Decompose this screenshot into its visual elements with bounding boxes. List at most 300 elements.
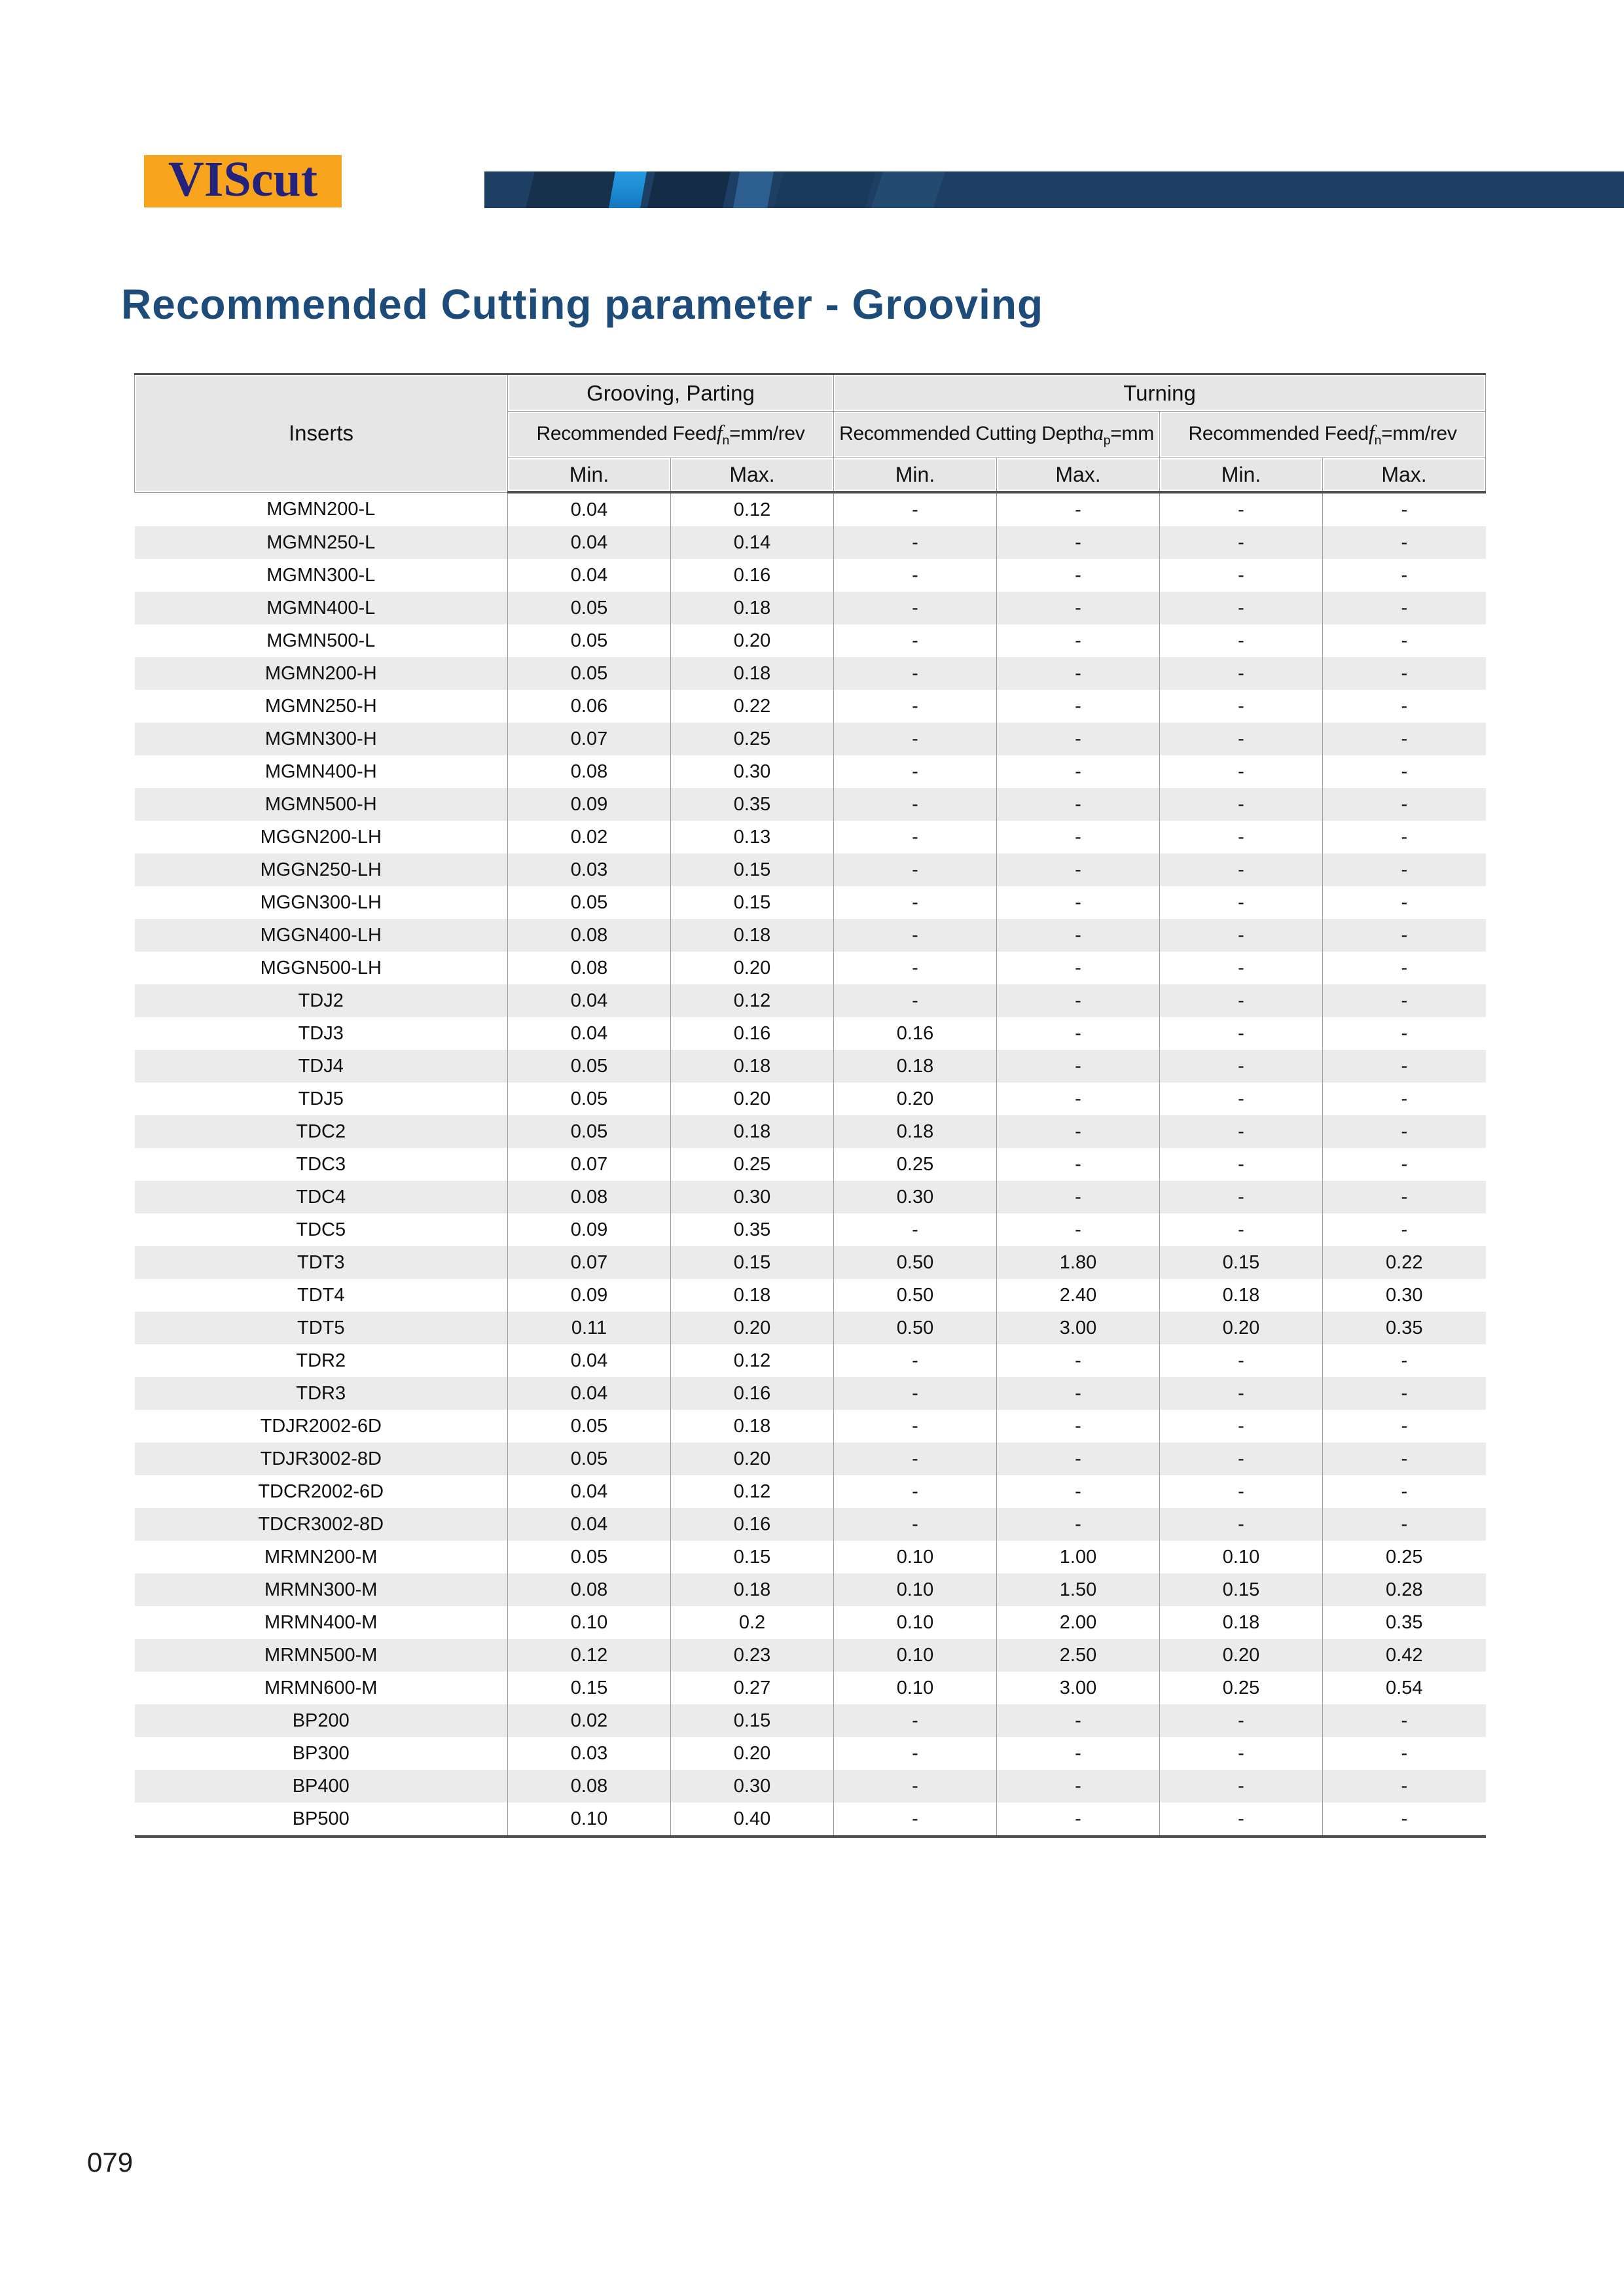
insert-name-cell: TDJ5 [298, 1088, 344, 1109]
value-cell: - [1160, 559, 1323, 592]
insert-name-cell: TDC2 [296, 1121, 346, 1142]
value-cell: - [1160, 1770, 1323, 1803]
value-cell: 0.07 [508, 723, 671, 755]
value-cell: - [1160, 1115, 1323, 1148]
value-cell: - [834, 821, 997, 853]
min-header-cell: Min. [508, 458, 671, 493]
value-cell: - [1323, 624, 1486, 657]
value-cell: 2.00 [997, 1606, 1160, 1639]
value-cell: 0.42 [1323, 1639, 1486, 1672]
table-row [135, 1606, 1486, 1639]
value-cell: - [997, 853, 1160, 886]
table-row [135, 1803, 1486, 1837]
value-cell: - [1323, 492, 1486, 526]
value-cell: 0.18 [671, 657, 834, 690]
value-cell: - [834, 1344, 997, 1377]
value-cell: - [1323, 1410, 1486, 1443]
table-row [135, 1017, 1486, 1050]
table-row [135, 1541, 1486, 1573]
insert-name-cell: MGMN300-L [266, 564, 376, 586]
value-cell: 0.50 [834, 1279, 997, 1312]
inserts-header-cell: Inserts [135, 374, 508, 493]
insert-name-cell: MGMN300-H [264, 728, 377, 749]
table-row [135, 1704, 1486, 1737]
table-row [135, 755, 1486, 788]
insert-name-cell: TDJR3002-8D [260, 1448, 382, 1469]
value-cell: - [997, 492, 1160, 526]
value-cell: - [834, 755, 997, 788]
table-row [135, 723, 1486, 755]
value-cell: - [834, 690, 997, 723]
value-cell: 0.04 [508, 492, 671, 526]
value-cell: 0.25 [1323, 1541, 1486, 1573]
value-cell: 0.10 [1160, 1541, 1323, 1573]
value-cell: 0.11 [508, 1312, 671, 1344]
value-cell: - [834, 624, 997, 657]
header-bar [484, 171, 1624, 208]
value-cell: - [1323, 853, 1486, 886]
insert-name-cell: MRMN300-M [264, 1579, 378, 1600]
depth-symbol: a [1092, 421, 1104, 445]
value-cell: - [834, 526, 997, 559]
value-cell: 0.05 [508, 592, 671, 624]
table-row [135, 559, 1486, 592]
value-cell: - [1323, 1181, 1486, 1213]
insert-name-cell: TDC3 [296, 1153, 346, 1175]
value-cell: 0.2 [671, 1606, 834, 1639]
value-cell: 0.08 [508, 919, 671, 952]
value-cell: - [1160, 1083, 1323, 1115]
value-cell: 0.16 [671, 559, 834, 592]
table-row [135, 1312, 1486, 1344]
insert-name-cell: MRMN400-M [264, 1611, 378, 1633]
value-cell: - [1160, 886, 1323, 919]
insert-name-cell: TDJ4 [298, 1055, 344, 1077]
value-cell: - [997, 886, 1160, 919]
insert-name-cell: MRMN200-M [264, 1546, 378, 1568]
table-row [135, 492, 1486, 526]
value-cell: - [1323, 984, 1486, 1017]
value-cell: 0.04 [508, 559, 671, 592]
value-cell: - [1323, 1737, 1486, 1770]
value-cell: 1.00 [997, 1541, 1160, 1573]
value-cell: - [834, 984, 997, 1017]
insert-name-cell: TDJ3 [298, 1022, 344, 1044]
table-row [135, 984, 1486, 1017]
value-cell: - [1323, 559, 1486, 592]
value-cell: - [997, 919, 1160, 952]
value-cell: - [1160, 1443, 1323, 1475]
value-cell: - [834, 788, 997, 821]
value-cell: - [1160, 526, 1323, 559]
value-cell: 3.00 [997, 1312, 1160, 1344]
value-cell: - [997, 690, 1160, 723]
subheader-label: Recommended Feed [1188, 422, 1369, 444]
insert-name-cell: MGGN500-LH [260, 957, 382, 978]
value-cell: 0.10 [834, 1672, 997, 1704]
value-cell: 0.12 [671, 984, 834, 1017]
value-cell: 0.18 [671, 919, 834, 952]
insert-name-cell: MGMN400-L [266, 597, 376, 619]
value-cell: 0.04 [508, 1377, 671, 1410]
insert-name-cell: MGGN200-LH [260, 826, 382, 848]
insert-name-cell: MGMN200-H [264, 662, 377, 684]
value-cell: 0.18 [671, 1115, 834, 1148]
value-cell: 0.22 [671, 690, 834, 723]
value-cell: - [1323, 886, 1486, 919]
max-header-cell: Max. [997, 458, 1160, 493]
value-cell: - [997, 1508, 1160, 1541]
value-cell: - [997, 1410, 1160, 1443]
value-cell: - [1323, 690, 1486, 723]
value-cell: 0.16 [671, 1508, 834, 1541]
value-cell: - [997, 559, 1160, 592]
value-cell: - [997, 952, 1160, 984]
value-cell: 0.15 [671, 1541, 834, 1573]
value-cell: - [834, 492, 997, 526]
value-cell: - [1323, 1443, 1486, 1475]
value-cell: 0.18 [834, 1115, 997, 1148]
value-cell: - [997, 1181, 1160, 1213]
insert-name-cell: TDR2 [296, 1350, 346, 1371]
value-cell: 0.35 [1323, 1312, 1486, 1344]
value-cell: - [834, 952, 997, 984]
value-cell: - [1160, 1475, 1323, 1508]
value-cell: - [1160, 984, 1323, 1017]
value-cell: 0.30 [1323, 1279, 1486, 1312]
value-cell: 0.13 [671, 821, 834, 853]
value-cell: 0.20 [671, 1737, 834, 1770]
value-cell: - [1160, 1508, 1323, 1541]
value-cell: - [1323, 919, 1486, 952]
value-cell: - [834, 1737, 997, 1770]
value-cell: 0.18 [671, 1050, 834, 1083]
subheader-unit: =mm [1110, 422, 1154, 444]
value-cell: - [834, 1803, 997, 1837]
table-row [135, 1737, 1486, 1770]
value-cell: 0.35 [1323, 1606, 1486, 1639]
value-cell: - [1323, 1704, 1486, 1737]
value-cell: 0.03 [508, 1737, 671, 1770]
value-cell: 0.35 [671, 788, 834, 821]
value-cell: 0.07 [508, 1246, 671, 1279]
value-cell: 0.08 [508, 755, 671, 788]
insert-name-cell: MGMN200-L [266, 498, 376, 520]
value-cell: - [1160, 492, 1323, 526]
value-cell: 0.22 [1323, 1246, 1486, 1279]
value-cell: - [997, 1344, 1160, 1377]
value-cell: - [1323, 1083, 1486, 1115]
value-cell: 0.20 [1160, 1639, 1323, 1672]
value-cell: 0.04 [508, 984, 671, 1017]
table-row [135, 821, 1486, 853]
value-cell: 0.25 [671, 1148, 834, 1181]
banner-swoosh-icon [524, 171, 623, 208]
value-cell: 0.05 [508, 1443, 671, 1475]
subscript: p [1103, 433, 1111, 448]
value-cell: - [1160, 690, 1323, 723]
value-cell: 0.35 [671, 1213, 834, 1246]
value-cell: - [1160, 657, 1323, 690]
table-row [135, 919, 1486, 952]
value-cell: - [834, 853, 997, 886]
value-cell: - [997, 723, 1160, 755]
value-cell: - [1160, 1050, 1323, 1083]
value-cell: - [1160, 788, 1323, 821]
insert-name-cell: TDT5 [297, 1317, 345, 1338]
value-cell: 0.05 [508, 886, 671, 919]
value-cell: - [997, 1770, 1160, 1803]
value-cell: - [1323, 1508, 1486, 1541]
value-cell: - [1323, 526, 1486, 559]
value-cell: 0.16 [834, 1017, 997, 1050]
value-cell: 0.25 [834, 1148, 997, 1181]
insert-name-cell: MRMN500-M [264, 1644, 378, 1666]
value-cell: - [997, 1803, 1160, 1837]
value-cell: 0.09 [508, 1213, 671, 1246]
value-cell: 0.05 [508, 1050, 671, 1083]
insert-name-cell: TDJR2002-6D [260, 1415, 382, 1437]
value-cell: 0.30 [671, 755, 834, 788]
value-cell: - [1323, 1213, 1486, 1246]
table-row [135, 886, 1486, 919]
value-cell: 0.16 [671, 1377, 834, 1410]
table-row [135, 1344, 1486, 1377]
value-cell: - [1160, 1148, 1323, 1181]
value-cell: - [1323, 1770, 1486, 1803]
brand-logo [144, 152, 342, 207]
value-cell: 0.02 [508, 1704, 671, 1737]
value-cell: 0.27 [671, 1672, 834, 1704]
table-row [135, 1672, 1486, 1704]
insert-name-cell: TDR3 [296, 1382, 346, 1404]
table-row [135, 1639, 1486, 1672]
page-number: 079 [87, 2147, 134, 2178]
value-cell: 0.20 [1160, 1312, 1323, 1344]
banner-mid-stripe-icon [732, 171, 776, 208]
insert-name-cell: MGMN400-H [264, 761, 377, 782]
value-cell: 0.09 [508, 788, 671, 821]
value-cell: - [1160, 853, 1323, 886]
table-row [135, 1050, 1486, 1083]
value-cell: - [1160, 723, 1323, 755]
value-cell: - [834, 559, 997, 592]
value-cell: - [834, 1443, 997, 1475]
value-cell: 0.10 [834, 1541, 997, 1573]
value-cell: 3.00 [997, 1672, 1160, 1704]
group-header-turning: Turning [834, 374, 1486, 412]
subheader-feed-turning [1160, 412, 1486, 458]
value-cell: - [1160, 1344, 1323, 1377]
value-cell: - [834, 1410, 997, 1443]
value-cell: 0.02 [508, 821, 671, 853]
insert-name-cell: MGGN300-LH [260, 891, 382, 913]
value-cell: - [1323, 755, 1486, 788]
value-cell: 0.12 [671, 1475, 834, 1508]
insert-name-cell: BP300 [292, 1742, 350, 1764]
value-cell: - [997, 821, 1160, 853]
header-group-row [135, 374, 1486, 412]
table-row [135, 1083, 1486, 1115]
value-cell: - [997, 1115, 1160, 1148]
value-cell: - [834, 592, 997, 624]
value-cell: 0.18 [671, 1573, 834, 1606]
table-row [135, 690, 1486, 723]
table-row [135, 952, 1486, 984]
value-cell: 0.08 [508, 1181, 671, 1213]
value-cell: 0.50 [834, 1312, 997, 1344]
banner-swoosh-icon [645, 171, 732, 208]
table-row [135, 592, 1486, 624]
value-cell: 0.18 [671, 1410, 834, 1443]
insert-name-cell: TDT3 [297, 1251, 345, 1273]
value-cell: 0.03 [508, 853, 671, 886]
table-row [135, 657, 1486, 690]
subheader-unit: =mm/rev [1381, 422, 1457, 444]
table-row [135, 1213, 1486, 1246]
value-cell: 0.18 [1160, 1606, 1323, 1639]
value-cell: - [834, 1704, 997, 1737]
value-cell: - [997, 1737, 1160, 1770]
value-cell: 0.10 [834, 1606, 997, 1639]
value-cell: 0.20 [671, 624, 834, 657]
table-row [135, 1475, 1486, 1508]
insert-name-cell: MGMN250-L [266, 531, 376, 553]
value-cell: 0.10 [508, 1606, 671, 1639]
value-cell: 0.20 [671, 1312, 834, 1344]
value-cell: 0.09 [508, 1279, 671, 1312]
value-cell: 0.05 [508, 1115, 671, 1148]
value-cell: - [1323, 952, 1486, 984]
value-cell: - [1160, 755, 1323, 788]
value-cell: 0.10 [508, 1803, 671, 1837]
value-cell: 0.20 [671, 952, 834, 984]
insert-name-cell: MGGN400-LH [260, 924, 382, 946]
value-cell: 0.15 [1160, 1573, 1323, 1606]
value-cell: 0.40 [671, 1803, 834, 1837]
table-row [135, 1410, 1486, 1443]
value-cell: 2.50 [997, 1639, 1160, 1672]
table-row [135, 1181, 1486, 1213]
value-cell: - [997, 984, 1160, 1017]
value-cell: - [1323, 592, 1486, 624]
value-cell: - [834, 919, 997, 952]
value-cell: - [997, 1213, 1160, 1246]
value-cell: - [834, 1770, 997, 1803]
value-cell: 0.05 [508, 624, 671, 657]
insert-name-cell: TDC4 [296, 1186, 346, 1208]
value-cell: - [1160, 1213, 1323, 1246]
value-cell: - [834, 657, 997, 690]
value-cell: 0.20 [834, 1083, 997, 1115]
page-title: Recommended Cutting parameter - Grooving [121, 281, 1044, 328]
insert-name-cell: TDJ2 [298, 990, 344, 1011]
value-cell: 0.28 [1323, 1573, 1486, 1606]
value-cell: - [1323, 788, 1486, 821]
value-cell: - [834, 886, 997, 919]
value-cell: - [997, 592, 1160, 624]
value-cell: 0.04 [508, 1344, 671, 1377]
value-cell: 0.50 [834, 1246, 997, 1279]
table-row [135, 1115, 1486, 1148]
value-cell: 0.14 [671, 526, 834, 559]
table-body [135, 492, 1486, 1837]
value-cell: 0.15 [671, 853, 834, 886]
value-cell: 0.15 [671, 1246, 834, 1279]
banner-swoosh-icon [868, 171, 948, 208]
value-cell: 0.05 [508, 657, 671, 690]
value-cell: - [1160, 821, 1323, 853]
value-cell: - [997, 1704, 1160, 1737]
value-cell: 0.20 [671, 1443, 834, 1475]
value-cell: - [1323, 1050, 1486, 1083]
value-cell: - [1160, 952, 1323, 984]
value-cell: 0.18 [671, 592, 834, 624]
value-cell: 0.15 [671, 886, 834, 919]
banner-swoosh-icon [771, 171, 878, 208]
table-row [135, 1508, 1486, 1541]
value-cell: 2.40 [997, 1279, 1160, 1312]
value-cell: 0.30 [834, 1181, 997, 1213]
value-cell: - [1323, 1344, 1486, 1377]
value-cell: - [1160, 1017, 1323, 1050]
table-row [135, 1443, 1486, 1475]
value-cell: 0.05 [508, 1083, 671, 1115]
value-cell: 0.18 [834, 1050, 997, 1083]
value-cell: 0.05 [508, 1410, 671, 1443]
table-row [135, 1148, 1486, 1181]
table-row [135, 1770, 1486, 1803]
value-cell: - [1160, 1803, 1323, 1837]
value-cell: - [1160, 1737, 1323, 1770]
table-row [135, 1573, 1486, 1606]
insert-name-cell: MGMN250-H [264, 695, 377, 717]
insert-name-cell: TDCR2002-6D [258, 1480, 384, 1502]
value-cell: 0.20 [671, 1083, 834, 1115]
group-header-grooving-parting: Grooving, Parting [508, 374, 834, 412]
subheader-unit: =mm/rev [729, 422, 805, 444]
value-cell: - [1323, 821, 1486, 853]
value-cell: - [1323, 1803, 1486, 1837]
value-cell: 0.08 [508, 1573, 671, 1606]
insert-name-cell: BP500 [292, 1808, 350, 1829]
value-cell: 0.18 [671, 1279, 834, 1312]
value-cell: 0.07 [508, 1148, 671, 1181]
insert-name-cell: MRMN600-M [264, 1677, 378, 1698]
brand-logo-text: VIScut [168, 152, 318, 207]
value-cell: 0.12 [671, 492, 834, 526]
value-cell: - [997, 1377, 1160, 1410]
value-cell: - [1160, 1704, 1323, 1737]
value-cell: 0.04 [508, 526, 671, 559]
cutting-parameters-table [134, 373, 1486, 1838]
value-cell: 0.12 [671, 1344, 834, 1377]
max-header-cell: Max. [671, 458, 834, 493]
value-cell: 0.05 [508, 1541, 671, 1573]
insert-name-cell: BP200 [292, 1710, 350, 1731]
value-cell: - [1323, 1115, 1486, 1148]
value-cell: - [1160, 1181, 1323, 1213]
subheader-label: Recommended Feed [536, 422, 717, 444]
table-row [135, 1246, 1486, 1279]
value-cell: 0.12 [508, 1639, 671, 1672]
feed-symbol: f [716, 421, 723, 445]
value-cell: - [997, 624, 1160, 657]
value-cell: 0.54 [1323, 1672, 1486, 1704]
feed-symbol: f [1368, 421, 1375, 445]
min-header-cell: Min. [1160, 458, 1323, 493]
subheader-label: Recommended Cutting Depth [839, 422, 1093, 444]
